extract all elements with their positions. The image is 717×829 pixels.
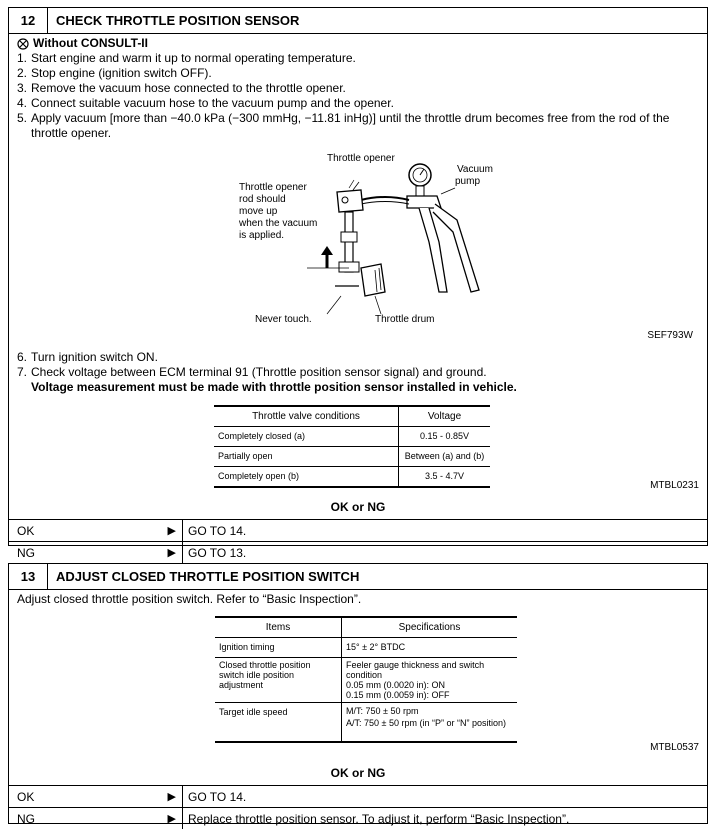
rod-note: Throttle opener rod should move up when the vacuum is applied. <box>239 182 318 241</box>
step-13-box <box>8 563 708 824</box>
ok-action: GO TO 14. <box>188 523 247 538</box>
right-triangle-arrow-icon: ▶ <box>167 813 176 825</box>
right-triangle-arrow-icon: ▶ <box>167 791 176 803</box>
table-header: Specifications <box>342 617 518 638</box>
crossed-circle-icon <box>17 38 29 50</box>
step-13-header <box>9 564 707 590</box>
spec-table <box>215 616 517 743</box>
subtitle: Without CONSULT-II <box>33 36 148 50</box>
figure-ref: SEF793W <box>647 330 693 341</box>
step-number: 13 <box>9 564 48 589</box>
ok-result-row[interactable] <box>9 519 707 541</box>
step-13-body <box>9 590 707 761</box>
list-item: 7. Check voltage between ECM terminal 91 (Throttle position sensor signal) and ground. <box>17 365 487 379</box>
intro-text: Adjust closed throttle position switch. Refer to “Basic Inspection”. <box>17 592 362 606</box>
step-12-box <box>8 7 708 560</box>
step-12-header <box>9 8 707 34</box>
voltage-note: Voltage measurement must be made with throttle position sensor installed in vehicle. <box>31 380 517 394</box>
ok-label: OK <box>17 789 35 804</box>
list-item: 5. Apply vacuum [more than −40.0 kPa (−300 mmHg, −11.81 inHg)] until the throttle drum becomes free from the rod of the throttle opener. <box>17 111 670 140</box>
vacuum-label: Vacuum <box>457 164 493 175</box>
list-item: 6. Turn ignition switch ON. <box>17 350 158 364</box>
step-title: CHECK THROTTLE POSITION SENSOR <box>56 13 300 28</box>
table-row: Completely closed (a) 0.15 - 0.85V <box>214 427 490 447</box>
right-triangle-arrow-icon: ▶ <box>167 525 176 537</box>
table-row: Completely open (b) 3.5 - 4.7V <box>214 467 490 488</box>
ok-label: OK <box>17 523 35 538</box>
step-12-body <box>9 34 707 495</box>
ok-or-ng-label: OK or NG <box>330 500 386 514</box>
ng-result-row[interactable] <box>9 807 707 829</box>
ok-action: GO TO 14. <box>188 789 247 804</box>
never-touch-label: Never touch. <box>255 314 312 325</box>
ng-label: NG <box>17 811 35 826</box>
list-item: 1. Start engine and warm it up to normal operating temperature. <box>17 51 356 65</box>
steps-list-a <box>17 51 699 141</box>
ng-action: Replace throttle position sensor. To adjust it, perform “Basic Inspection”. <box>188 811 570 826</box>
step-number: 12 <box>9 8 48 33</box>
table-header: Voltage <box>399 406 491 427</box>
ng-label: NG <box>17 545 35 560</box>
steps-list-b <box>17 350 699 380</box>
table-ref: MTBL0231 <box>650 480 699 491</box>
table-row: Ignition timing 15° ± 2° BTDC <box>215 638 517 658</box>
voltage-table <box>214 405 490 488</box>
diagram-illustration <box>9 152 693 327</box>
subtitle-row <box>17 36 699 51</box>
table-row: Partially open Between (a) and (b) <box>214 447 490 467</box>
table-row: Target idle speed M/T: 750 ± 50 rpm A/T: 750 ± 50 rpm (in “P” or “N” position) <box>215 703 517 743</box>
throttle-drum-label: Throttle drum <box>375 314 435 325</box>
table-ref: MTBL0537 <box>650 742 699 753</box>
table-header: Throttle valve conditions <box>214 406 399 427</box>
ok-result-row[interactable] <box>9 785 707 807</box>
table-header: Items <box>215 617 342 638</box>
right-triangle-arrow-icon: ▶ <box>167 547 176 559</box>
step-title: ADJUST CLOSED THROTTLE POSITION SWITCH <box>56 569 360 584</box>
list-item: 2. Stop engine (ignition switch OFF). <box>17 66 212 80</box>
pump-label: pump <box>455 176 481 187</box>
table-row: Closed throttle position switch idle position adjustment Feeler gauge thickness and switch condition 0.05 mm (0.0020 in): ON 0.15 mm (0.0059 in): OFF <box>215 658 517 703</box>
ng-result-row[interactable] <box>9 541 707 563</box>
list-item: 3. Remove the vacuum hose connected to the throttle opener. <box>17 81 346 95</box>
steps-b-block <box>17 350 699 488</box>
list-item: 4. Connect suitable vacuum hose to the vacuum pump and the opener. <box>17 96 394 110</box>
ok-or-ng-label: OK or NG <box>330 766 386 780</box>
throttle-opener-diagram <box>9 152 693 341</box>
throttle-opener-label: Throttle opener <box>327 153 395 164</box>
ng-action: GO TO 13. <box>188 545 247 560</box>
